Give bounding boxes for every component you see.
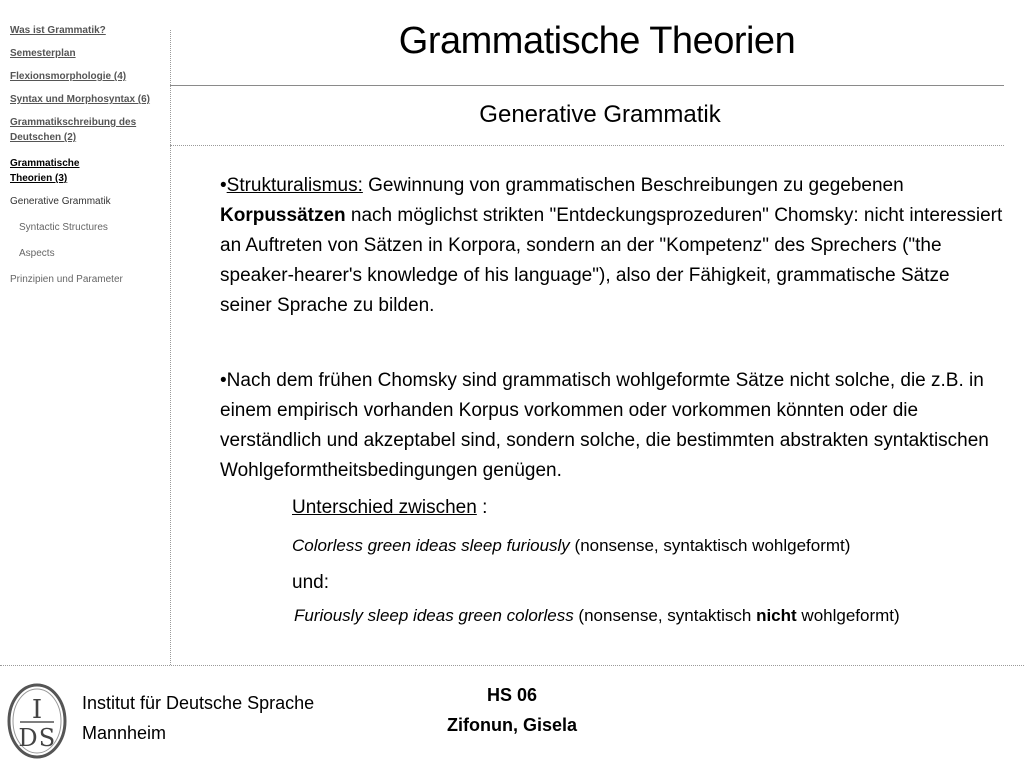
- connector-und: und:: [292, 572, 329, 593]
- institute-line-1: Institut für Deutsche Sprache: [82, 693, 315, 713]
- sidebar-item-was-ist-grammatik[interactable]: Was ist Grammatik?: [10, 25, 106, 36]
- example-sentence-1: [292, 536, 850, 556]
- paragraph-text: nach möglichst strikten "Entdeckungsprozeduren" Chomsky: nicht interessiert an Auftreten von Sätzen in Korpora, sondern an der "Kompetenz" des Sprechers ("the speaker-hearer's knowledge of his language"), also der Fähigkeit, grammatische Sätze seiner Sprache zu bilden.: [220, 205, 1003, 316]
- comparison-colon: :: [476, 497, 488, 518]
- logo-letter-s: S: [38, 724, 56, 752]
- example-2-note-pre: (nonsense, syntaktisch: [573, 606, 757, 625]
- ids-logo: [6, 682, 68, 760]
- sidebar-item-flexionsmorphologie[interactable]: Flexionsmorphologie (4): [10, 71, 127, 82]
- paragraph-chomsky: •Nach dem frühen Chomsky sind grammatisch wohlgeformte Sätze nicht solche, die z.B. in einem empirisch vorhanden Korpus vorkommen oder vorkommen könnten oder die verständlich und akzeptabel sind, sondern solche, die bestimmten abstrakten syntaktischen Wohlgeformtheitsbedingungen genügen.: [220, 370, 989, 481]
- example-2-text: Furiously sleep ideas green colorless: [294, 606, 574, 625]
- comparison-heading-text: Unterschied zwischen: [292, 497, 477, 518]
- sidebar-nav: [0, 0, 170, 665]
- sidebar-item-semesterplan[interactable]: Semesterplan: [10, 48, 76, 59]
- institute-name: [82, 688, 314, 748]
- sidebar-item-grammatikschreibung[interactable]: Grammatikschreibung des Deutschen (2): [10, 117, 137, 143]
- example-sentence-2: [294, 606, 900, 626]
- page-subtitle: Generative Grammatik: [479, 101, 721, 128]
- term-korpussaetze: Korpussätzen: [220, 205, 346, 226]
- example-2-note-bold: nicht: [756, 606, 797, 625]
- course-code: HS 06: [486, 685, 538, 705]
- sidebar-item-syntax-morphosyntax[interactable]: Syntax und Morphosyntax (6): [10, 94, 151, 105]
- logo-letter-d: D: [18, 724, 38, 752]
- footer-divider: [0, 665, 1024, 666]
- page-title: Grammatische Theorien: [398, 20, 796, 62]
- example-1-note: (nonsense, syntaktisch wohlgeformt): [569, 536, 851, 555]
- course-info: [400, 680, 624, 740]
- logo-letter-i: I: [31, 695, 43, 725]
- sidebar-item-aspects[interactable]: Aspects: [19, 248, 55, 259]
- title-divider: [170, 85, 1004, 86]
- example-2-note-post: wohlgeformt): [796, 606, 900, 625]
- paragraph-text: Gewinnung von grammatischen Beschreibungen zu gegebenen: [362, 175, 904, 196]
- course-author: Zifonun, Gisela: [446, 715, 577, 735]
- example-1-text: Colorless green ideas sleep furiously: [292, 536, 570, 555]
- comparison-heading: [292, 497, 487, 519]
- bullet: •: [220, 175, 227, 196]
- sidebar-item-syntactic-structures[interactable]: Syntactic Structures: [19, 222, 108, 233]
- institute-line-2: Mannheim: [82, 723, 167, 743]
- subtitle-divider: [170, 145, 1004, 146]
- sidebar-item-grammatische-theorien[interactable]: Grammatische Theorien (3): [10, 158, 80, 184]
- term-strukturalismus: Strukturalismus:: [226, 175, 363, 196]
- sidebar-item-prinzipien-parameter[interactable]: Prinzipien und Parameter: [10, 274, 123, 285]
- sidebar-item-generative-grammatik[interactable]: Generative Grammatik: [10, 196, 111, 207]
- paragraph-strukturalismus: [220, 171, 1005, 321]
